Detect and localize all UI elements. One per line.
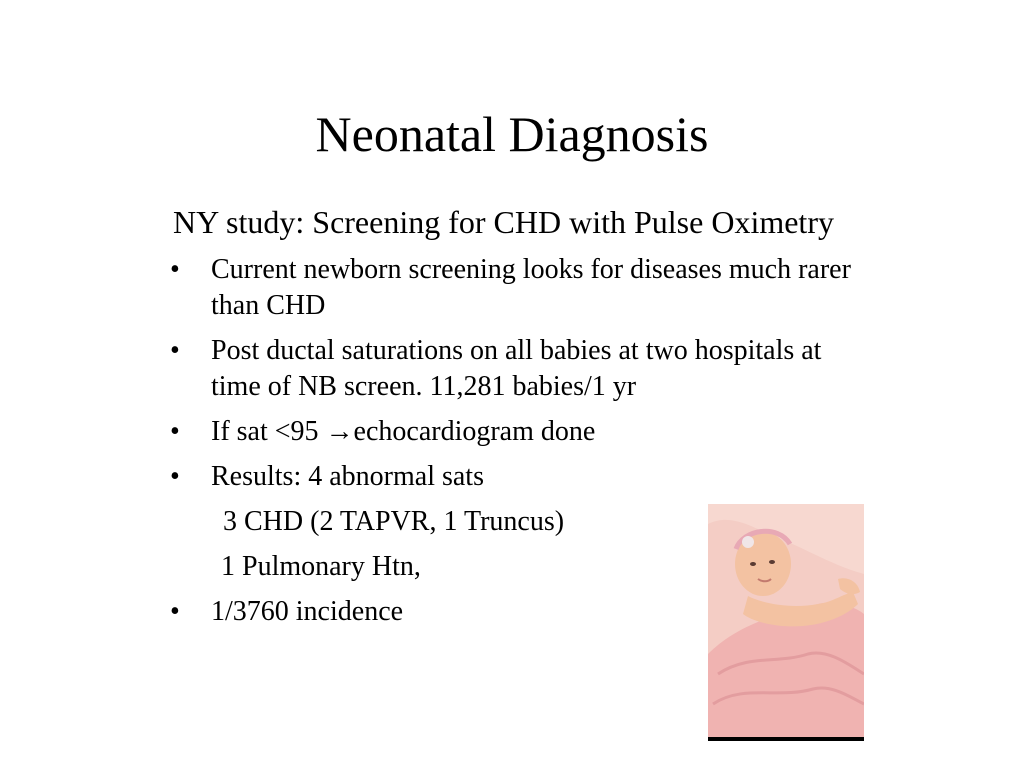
bullet-text: Results: 4 abnormal sats xyxy=(211,461,484,492)
result-detail-chd: 3 CHD (2 TAPVR, 1 Truncus) xyxy=(223,506,565,537)
bullet-marker: • xyxy=(170,416,180,447)
bullet-item-incidence xyxy=(170,594,1000,630)
bullet-item-results xyxy=(170,459,1000,495)
bullet-text: If sat <95 →echocardiogram done xyxy=(211,416,596,447)
bullet-marker: • xyxy=(170,596,180,627)
baby-photo xyxy=(708,504,864,741)
bullet-text-line: Current newborn screening looks for diseases much rarer xyxy=(211,254,851,285)
bullet-text-line: Post ductal saturations on all babies at two hospitals at xyxy=(211,335,822,366)
bullet-text-line: than CHD xyxy=(211,290,326,321)
bullet-list xyxy=(170,252,1000,639)
bullet-text-line: time of NB screen. 11,281 babies/1 yr xyxy=(211,371,637,402)
baby-photo-illustration xyxy=(708,504,864,737)
bullet-item-post-ductal xyxy=(170,333,1000,405)
bullet-item-sat-threshold xyxy=(170,414,1000,450)
bullet-marker: • xyxy=(170,335,180,366)
bullet-text: 1/3760 incidence xyxy=(211,596,404,627)
slide-title xyxy=(0,104,1024,164)
bullet-marker: • xyxy=(170,254,180,285)
bullet-marker: • xyxy=(170,461,180,492)
bullet-item-newborn-screening xyxy=(170,252,1000,324)
result-detail-pulmonary: 1 Pulmonary Htn, xyxy=(221,551,421,582)
slide-title-text: Neonatal Diagnosis xyxy=(315,106,709,162)
slide-subtitle: NY study: Screening for CHD with Pulse Oximetry xyxy=(173,204,834,240)
